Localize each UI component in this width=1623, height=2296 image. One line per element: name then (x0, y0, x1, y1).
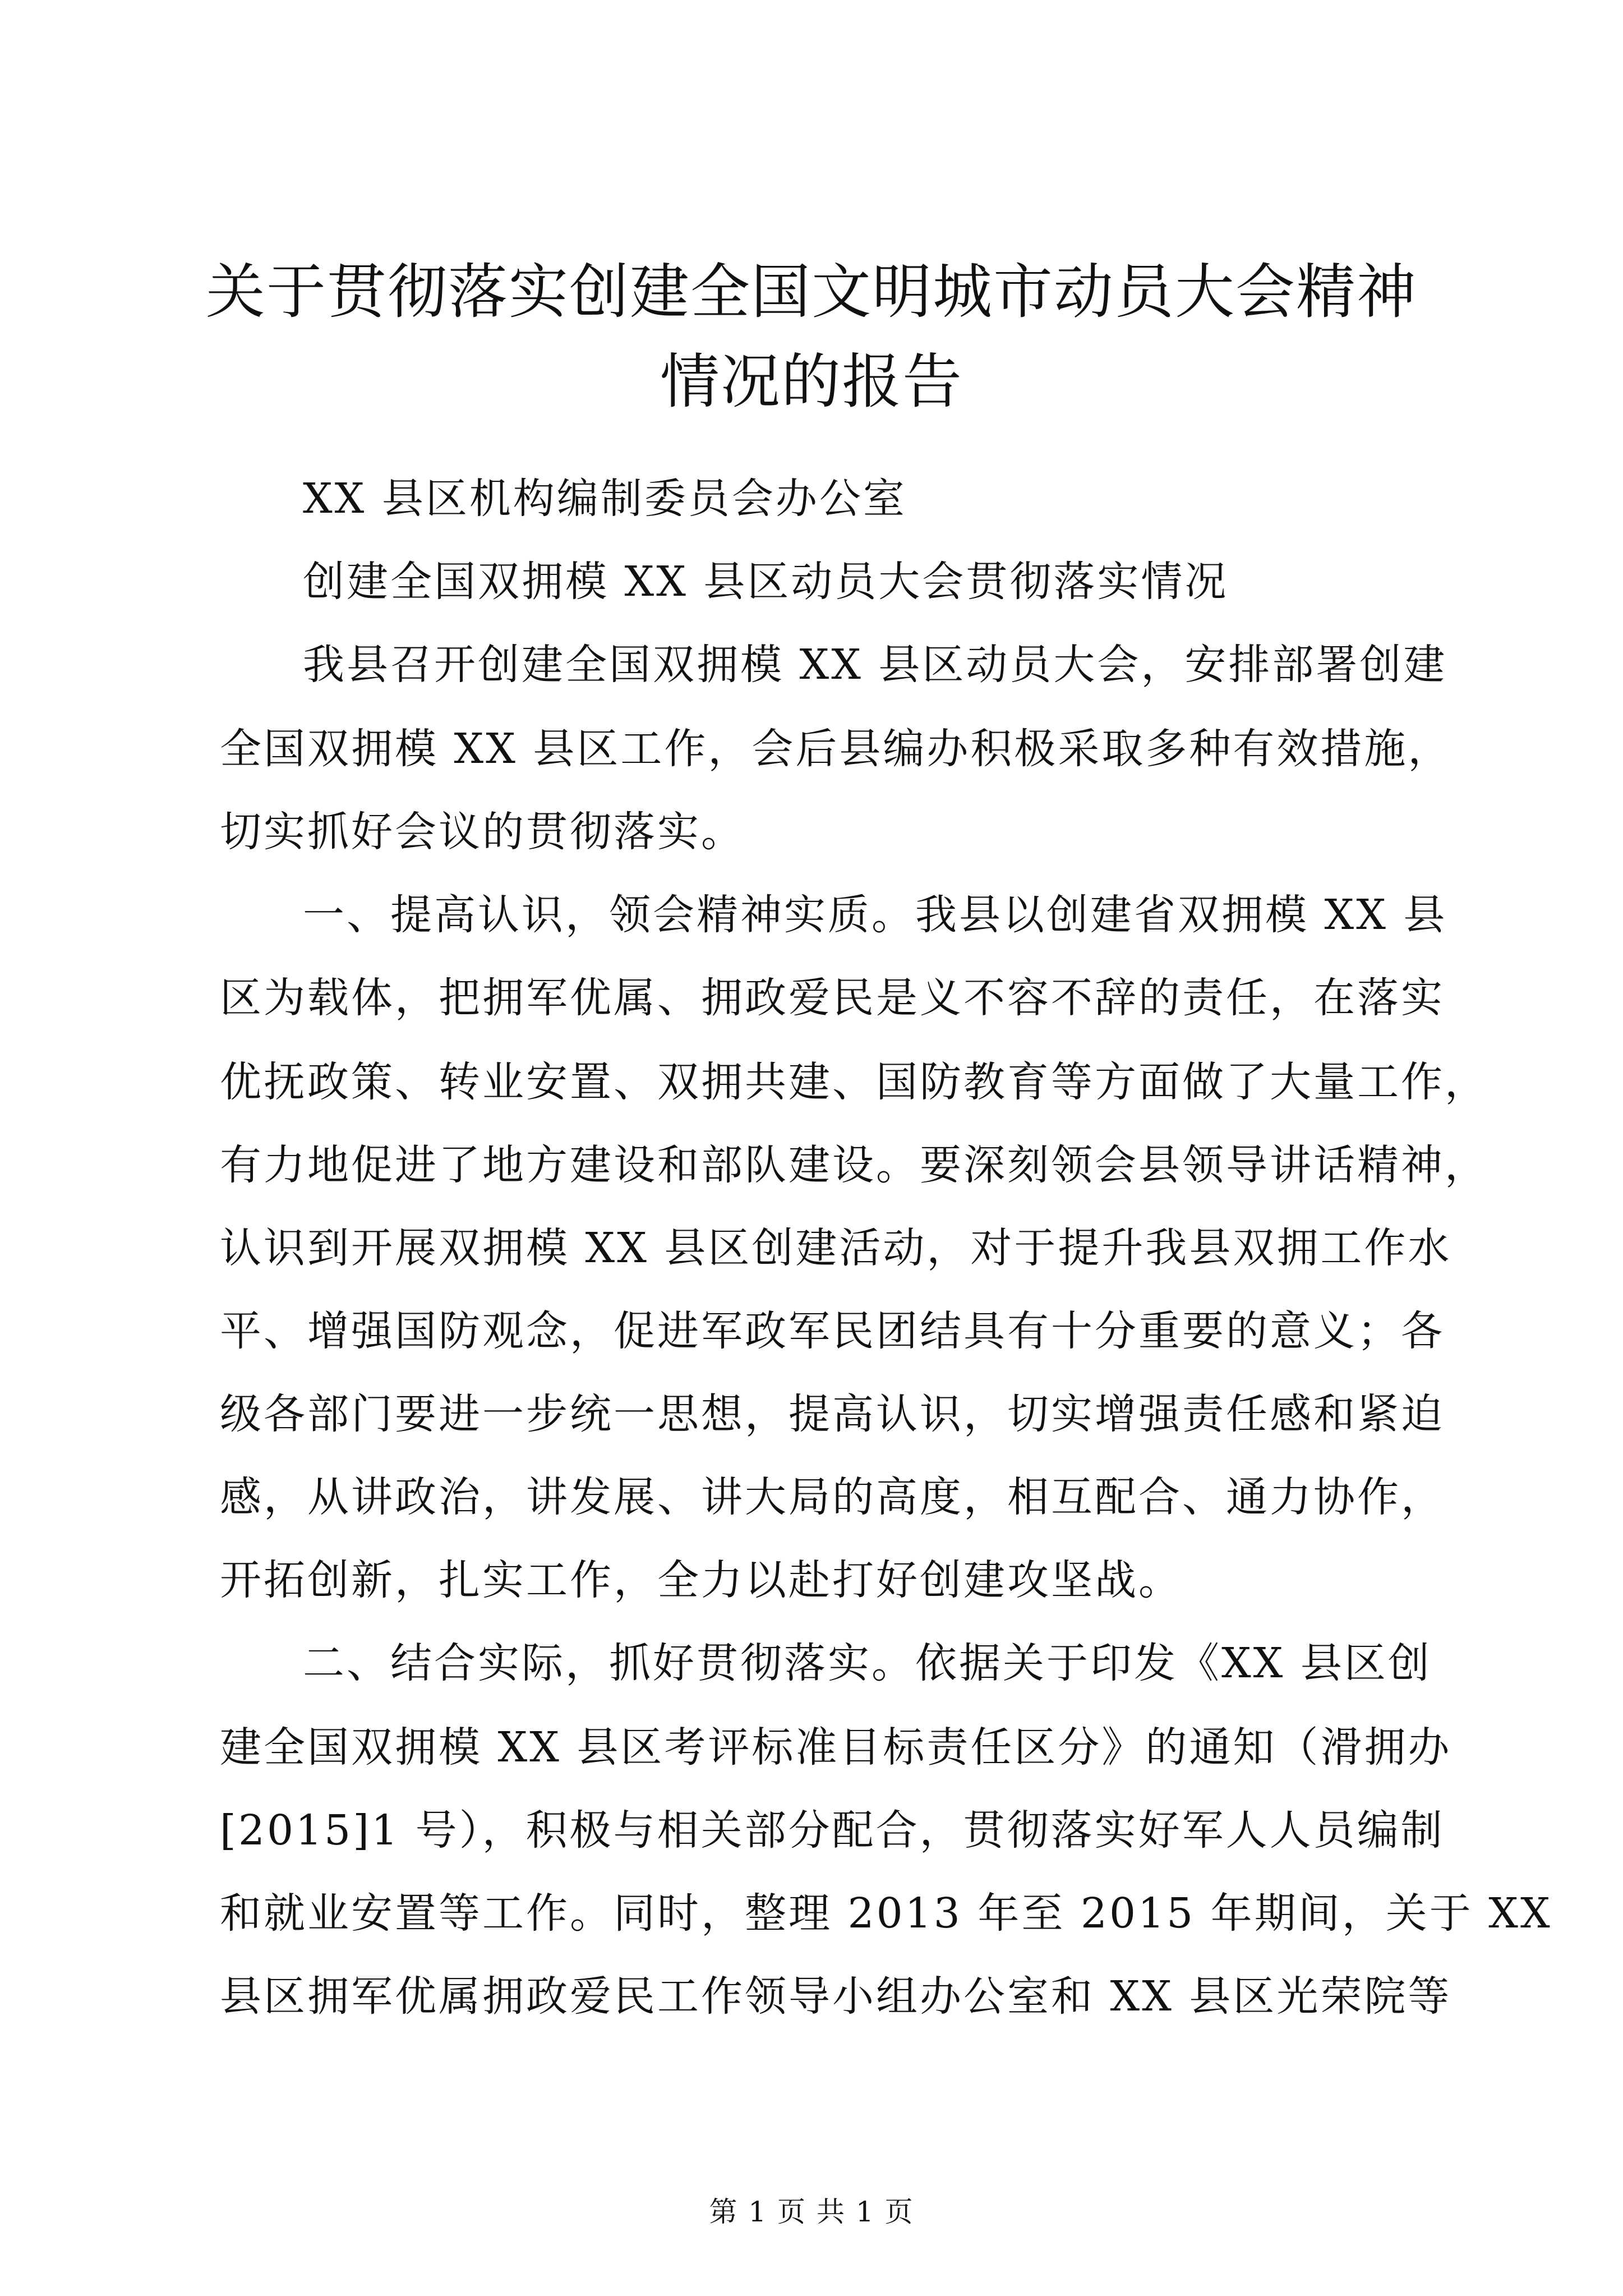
paragraph-line: 平、增强国防观念，促进军政军民团结具有十分重要的意义；各 (220, 1307, 1445, 1355)
paragraph-line: 认识到开展双拥模 XX 县区创建活动，对于提升我县双拥工作水 (220, 1224, 1452, 1272)
document-title-line-1: 关于贯彻落实创建全国文明城市动员大会精神 (206, 257, 1417, 326)
paragraph-line: 有力地促进了地方建设和部队建设。要深刻领会县领导讲话精神， (220, 1141, 1488, 1189)
paragraph-line: 我县召开创建全国双拥模 XX 县区动员大会，安排部署创建 (303, 641, 1447, 689)
paragraph-line: 级各部门要进一步统一思想，提高认识，切实增强责任感和紧迫 (220, 1390, 1445, 1438)
paragraph-line: 建全国双拥模 XX 县区考评标准目标责任区分》的通知（滑拥办 (220, 1723, 1452, 1772)
paragraph-line: 县区拥军优属拥政爱民工作领导小组办公室和 XX 县区光荣院等 (220, 1972, 1452, 2021)
paragraph-line: 和就业安置等工作。同时，整理 2013 年至 2015 年期间，关于 XX (220, 1889, 1552, 1938)
issuer-line: XX 县区机构编制委员会办公室 (303, 475, 907, 523)
paragraph-line: 一、提高认识，领会精神实质。我县以创建省双拥模 XX 县 (303, 891, 1447, 939)
subject-line: 创建全国双拥模 XX 县区动员大会贯彻落实情况 (303, 558, 1229, 606)
page-number-footer: 第 1 页 共 1 页 (709, 2196, 914, 2228)
paragraph-line: 感，从讲政治，讲发展、讲大局的高度，相互配合、通力协作， (220, 1473, 1445, 1521)
paragraph-line: 区为载体，把拥军优属、拥政爱民是义不容不辞的责任，在落实 (220, 974, 1445, 1022)
document-title-line-2: 情况的报告 (660, 347, 963, 416)
paragraph-line: 切实抓好会议的贯彻落实。 (220, 808, 745, 856)
paragraph-line: 全国双拥模 XX 县区工作，会后县编办积极采取多种有效措施， (220, 725, 1452, 773)
paragraph-line: 开拓创新，扎实工作，全力以赴打好创建攻坚战。 (220, 1556, 1182, 1604)
paragraph-line: [2015]1 号），积极与相关部分配合，贯彻落实好军人人员编制 (220, 1806, 1445, 1855)
paragraph-line: 优抚政策、转业安置、双拥共建、国防教育等方面做了大量工作， (220, 1058, 1488, 1106)
paragraph-line: 二、结合实际，抓好贯彻落实。依据关于印发《XX 县区创 (303, 1639, 1432, 1687)
